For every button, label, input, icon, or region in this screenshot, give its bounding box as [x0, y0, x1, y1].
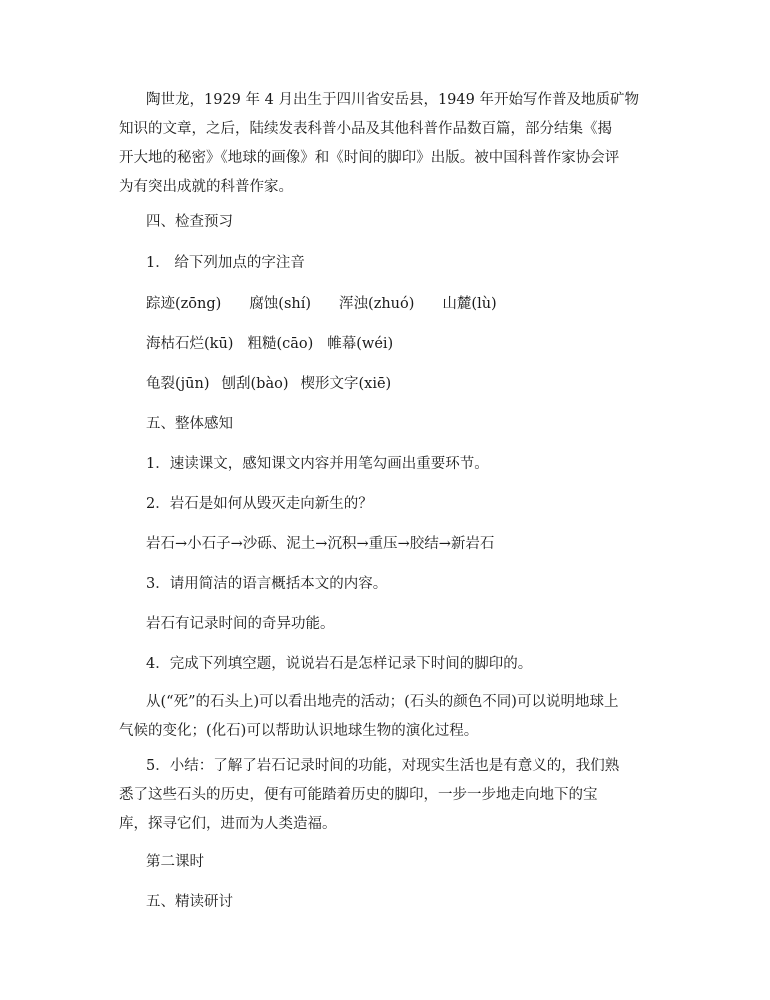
pinyin-item: 踪迹(zōng): [146, 296, 222, 312]
section5-q5: [119, 752, 666, 839]
pinyin-item: 帷幕(wéi): [327, 336, 394, 352]
pinyin-row-1: [146, 290, 666, 319]
intro-paragraph: [119, 86, 666, 202]
section5-a4: [119, 688, 666, 746]
q5-line-1: 5．小结：了解了岩石记录时间的功能，对现实生活也是有意义的，我们熟: [146, 758, 620, 774]
pinyin-item: 粗糙(cāo): [247, 336, 314, 352]
pinyin-item: 浑浊(zhuó): [339, 296, 415, 312]
pinyin-row-2: [146, 330, 666, 359]
intro-line-3: 开大地的秘密》《地球的画像》和《时间的脚印》出版。被中国科普作家协会评: [119, 150, 620, 166]
q5-line-2: 悉了这些石头的历史，便有可能踏着历史的脚印，一步一步地走向地下的宝: [119, 787, 598, 803]
pinyin-row-3: [146, 370, 666, 399]
section4-item1: 1． 给下列加点的字注音: [146, 255, 305, 271]
a4-line-2: 气候的变化；(化石)可以帮助认识地球生物的演化过程。: [119, 723, 479, 739]
pinyin-item: 龟裂(jūn): [146, 376, 210, 392]
pinyin-item: 海枯石烂(kū): [146, 336, 234, 352]
pinyin-item: 山麓(lù): [442, 296, 497, 312]
section5-q3: 3．请用简洁的语言概括本文的内容。: [146, 576, 388, 592]
section5-q2: 2．岩石是如何从毁灭走向新生的？: [146, 496, 373, 512]
section5-a2: 岩石→小石子→沙砾、泥土→沉积→重压→胶结→新岩石: [146, 536, 495, 552]
section5-q4: 4．完成下列填空题，说说岩石是怎样记录下时间的脚印的。: [146, 656, 533, 672]
section5-heading: 五、整体感知: [146, 416, 233, 432]
q5-line-3: 库，探寻它们，进而为人类造福。: [119, 816, 337, 832]
lesson2-section: 五、精读研讨: [146, 894, 233, 910]
intro-line-4: 为有突出成就的科普作家。: [119, 179, 293, 195]
lesson2-heading: 第二课时: [146, 854, 204, 870]
section5-q1: 1．速读课文，感知课文内容并用笔勾画出重要环节。: [146, 456, 489, 472]
section4-heading: 四、检查预习: [146, 214, 233, 230]
a4-line-1: 从(“死”的石头上)可以看出地壳的活动；(石头的颜色不同)可以说明地球上: [146, 694, 619, 710]
intro-line-2: 知识的文章，之后，陆续发表科普小品及其他科普作品数百篇，部分结集《揭: [119, 121, 612, 137]
intro-line-1: 陶世龙，1929 年 4 月出生于四川省安岳县，1949 年开始写作普及地质矿物: [146, 92, 639, 108]
pinyin-item: 楔形文字(xiē): [300, 376, 392, 392]
pinyin-item: 刨刮(bào): [221, 376, 289, 392]
section5-a3: 岩石有记录时间的奇异功能。: [146, 616, 335, 632]
pinyin-item: 腐蚀(shí): [249, 296, 312, 312]
